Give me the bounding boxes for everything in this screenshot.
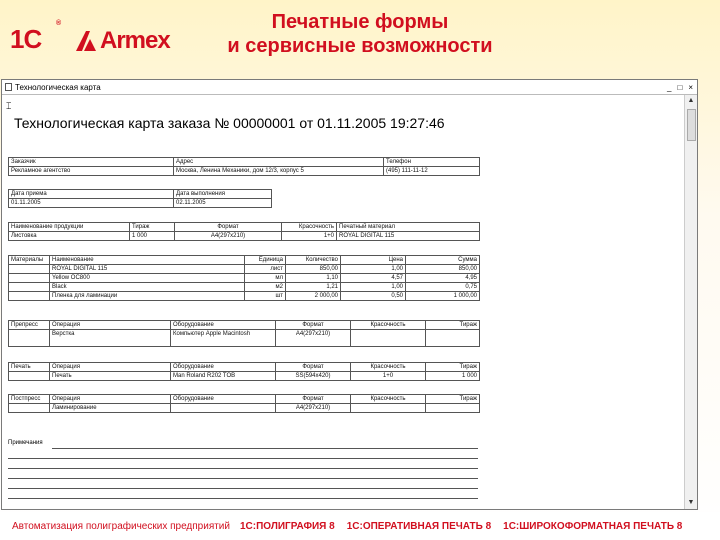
print-equipment: Man Roland R202 TOB — [171, 372, 276, 381]
material-sum: 1 000,00 — [406, 292, 480, 301]
vertical-scrollbar[interactable] — [684, 95, 697, 509]
material-qty: 1,21 — [286, 283, 341, 292]
materials-label: Материалы — [9, 256, 50, 265]
format-value: А4(297х210) — [175, 232, 282, 241]
footer-product-operativnaya: 1С:ОПЕРАТИВНАЯ ПЕЧАТЬ 8 — [346, 520, 492, 532]
material-price: 1,00 — [341, 265, 406, 274]
notes-line — [52, 448, 478, 449]
window-controls — [667, 83, 693, 92]
notes-line — [8, 488, 478, 489]
address-value: Москва, Ленина Механики, дом 12/3, корпус 5 — [174, 167, 384, 176]
scroll-down-icon[interactable]: ▼ — [687, 499, 695, 506]
table-row — [9, 372, 480, 381]
customer-table — [8, 157, 480, 176]
material-unit: шт — [245, 292, 286, 301]
slide-footer — [0, 512, 720, 540]
materials-unit-header: Единица — [245, 256, 286, 265]
armex-icon — [76, 31, 96, 51]
table-row — [9, 404, 480, 413]
postpress-format: А4(297х210) — [276, 404, 351, 413]
material-price: 0,50 — [341, 292, 406, 301]
postpress-colors-header: Красочность — [351, 395, 426, 404]
minimize-button[interactable]: _ — [667, 82, 672, 92]
product-table — [8, 222, 480, 241]
print-material-value: ROYAL DIGITAL 115 — [337, 232, 480, 241]
material-unit: лист — [245, 265, 286, 274]
table-row — [9, 265, 480, 274]
material-price: 4,57 — [341, 274, 406, 283]
materials-price-header: Цена — [341, 256, 406, 265]
footer-product-shirokoformatnaya: 1С:ШИРОКОФОРМАТНАЯ ПЕЧАТЬ 8 — [503, 520, 683, 532]
print-run: 1 000 — [426, 372, 480, 381]
material-name: ROYAL DIGITAL 115 — [50, 265, 245, 274]
notes-label: Примечания — [8, 440, 43, 446]
window-titlebar[interactable] — [2, 80, 697, 95]
postpress-run — [426, 404, 480, 413]
prepress-colors-header: Красочность — [351, 321, 426, 330]
dates-table — [8, 189, 272, 208]
material-unit: м2 — [245, 283, 286, 292]
print-run-header: Тираж — [426, 363, 480, 372]
postpress-operation: Ламинирование — [50, 404, 171, 413]
postpress-operation-header: Операция — [50, 395, 171, 404]
notes-line — [8, 478, 478, 479]
postpress-table — [8, 394, 480, 413]
phone-header: Телефон — [384, 158, 480, 167]
print-label: Печать — [9, 363, 50, 372]
print-equipment-header: Оборудование — [171, 363, 276, 372]
logo-1c-mark: ® — [56, 20, 61, 27]
postpress-label: Постпресс — [9, 395, 50, 404]
print-material-header: Печатный материал — [337, 223, 480, 232]
colors-value: 1+0 — [282, 232, 337, 241]
document-title: Технологическая карта заказа № 00000001 от 01.11.2005 19:27:46 — [14, 115, 445, 131]
material-qty: 850,00 — [286, 265, 341, 274]
colors-header: Красочность — [282, 223, 337, 232]
notes-line — [8, 498, 478, 499]
logo-armex — [76, 27, 170, 55]
prepress-format: А4(297х210) — [276, 330, 351, 347]
slide-title — [190, 10, 530, 58]
material-name: Пленка для ламинации — [50, 292, 245, 301]
slide-title-line1: Печатные формы — [271, 11, 449, 33]
prepress-run-header: Тираж — [426, 321, 480, 330]
print-table — [8, 362, 480, 381]
prepress-operation-header: Операция — [50, 321, 171, 330]
customer-value: Рекламное агентство — [9, 167, 174, 176]
scroll-up-icon[interactable]: ▲ — [687, 97, 695, 104]
material-name: Yellow OC800 — [50, 274, 245, 283]
product-name-header: Наименование продукции — [9, 223, 130, 232]
table-row — [9, 274, 480, 283]
notes-line — [8, 468, 478, 469]
materials-table — [8, 255, 480, 301]
print-operation: Печать — [50, 372, 171, 381]
prepress-table — [8, 320, 480, 347]
table-row — [9, 330, 480, 347]
material-sum: 0,75 — [406, 283, 480, 292]
document-window — [1, 79, 698, 510]
postpress-equipment — [171, 404, 276, 413]
print-format-header: Формат — [276, 363, 351, 372]
postpress-format-header: Формат — [276, 395, 351, 404]
prepress-format-header: Формат — [276, 321, 351, 330]
date-received-value: 01.11.2005 — [9, 199, 174, 208]
materials-sum-header: Сумма — [406, 256, 480, 265]
material-sum: 850,00 — [406, 265, 480, 274]
document-content — [2, 95, 685, 509]
slide-title-line2: и сервисные возможности — [227, 35, 493, 57]
print-format: SS(594х420) — [276, 372, 351, 381]
material-sum: 4,95 — [406, 274, 480, 283]
print-colors-header: Красочность — [351, 363, 426, 372]
postpress-run-header: Тираж — [426, 395, 480, 404]
material-qty: 2 000,00 — [286, 292, 341, 301]
footer-tagline: Автоматизация полиграфических предприятий — [12, 520, 230, 532]
prepress-equipment-header: Оборудование — [171, 321, 276, 330]
material-name: Black — [50, 283, 245, 292]
material-price: 1,00 — [341, 283, 406, 292]
material-unit: мл — [245, 274, 286, 283]
logo-armex-text: Armex — [100, 27, 170, 54]
print-colors: 1+0 — [351, 372, 426, 381]
prepress-label: Препресс — [9, 321, 50, 330]
date-completed-header: Дата выполнения — [174, 190, 272, 199]
material-qty: 1,10 — [286, 274, 341, 283]
notes-line — [8, 458, 478, 459]
materials-name-header: Наименование — [50, 256, 245, 265]
date-received-header: Дата приема — [9, 190, 174, 199]
table-row — [9, 283, 480, 292]
postpress-equipment-header: Оборудование — [171, 395, 276, 404]
run-header: Тираж — [130, 223, 175, 232]
logo-1c — [10, 20, 61, 55]
run-value: 1 000 — [130, 232, 175, 241]
phone-value: (495) 111-11-12 — [384, 167, 480, 176]
date-completed-value: 02.11.2005 — [174, 199, 272, 208]
format-header: Формат — [175, 223, 282, 232]
prepress-run — [426, 330, 480, 347]
prepress-operation: Верстка — [50, 330, 171, 347]
window-title: Технологическая карта — [15, 82, 101, 92]
address-header: Адрес — [174, 158, 384, 167]
scroll-thumb[interactable] — [687, 109, 696, 141]
footer-product-poligrafia: 1С:ПОЛИГРАФИЯ 8 — [239, 520, 335, 532]
product-name-value: Листовка — [9, 232, 130, 241]
prepress-equipment: Компьютер Apple Macintosh — [171, 330, 276, 347]
maximize-button[interactable]: □ — [677, 82, 683, 92]
materials-qty-header: Количество — [286, 256, 341, 265]
prepress-colors — [351, 330, 426, 347]
customer-header: Заказчик — [9, 158, 174, 167]
text-cursor-icon: ⌶ — [6, 101, 12, 111]
print-operation-header: Операция — [50, 363, 171, 372]
logo-1c-text: 1С — [10, 24, 42, 54]
postpress-colors — [351, 404, 426, 413]
document-icon — [5, 83, 12, 91]
close-button[interactable]: × — [688, 82, 693, 92]
table-row — [9, 292, 480, 301]
